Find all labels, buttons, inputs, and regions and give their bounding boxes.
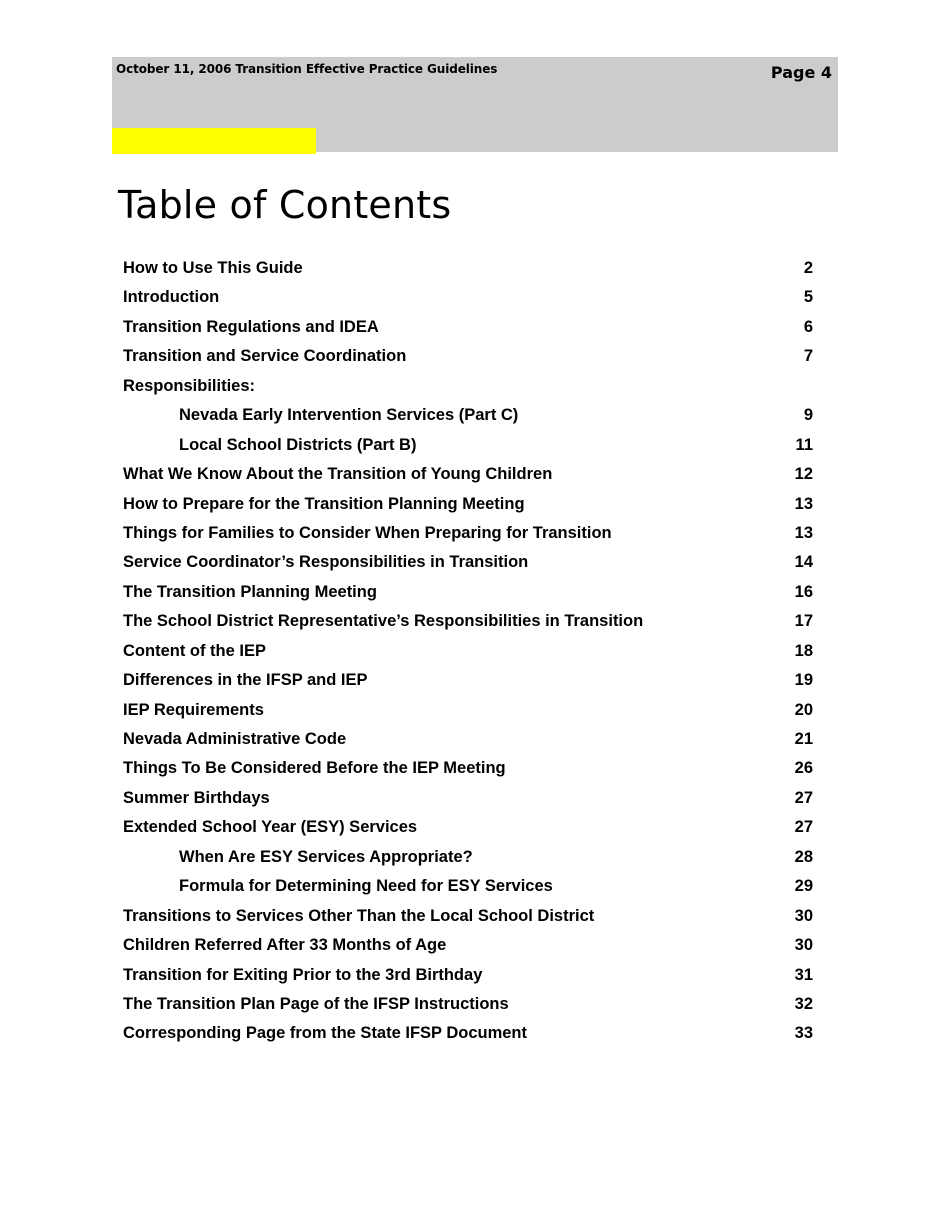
- toc-entry: [123, 519, 813, 548]
- page-header: [112, 57, 838, 152]
- toc-entry-label: The Transition Plan Page of the IFSP Instructions: [123, 994, 509, 1013]
- toc-entry-label: Content of the IEP: [123, 641, 266, 660]
- toc-entry: [123, 902, 813, 931]
- toc-entry-page: 27: [794, 788, 813, 807]
- toc-entry: [123, 283, 813, 312]
- toc-entry: [123, 578, 813, 607]
- toc-entry-page: 6: [803, 317, 813, 336]
- toc-entry-label: Transition for Exiting Prior to the 3rd Birthday: [123, 965, 483, 984]
- page-number: Page 4: [770, 63, 832, 82]
- toc-subentry: [123, 431, 813, 460]
- toc-entry-page: 30: [794, 906, 813, 925]
- toc-entry-page: 7: [803, 347, 813, 366]
- toc-entry-page: 30: [794, 936, 813, 955]
- toc-entry: [123, 460, 813, 489]
- header-date-title: October 11, 2006 Transition Effective Practice Guidelines: [116, 62, 498, 76]
- toc-entry-label: Transition Regulations and IDEA: [123, 317, 379, 336]
- toc-entry: [123, 372, 813, 401]
- toc-entry: [123, 548, 813, 577]
- toc-entry-page: 16: [794, 582, 813, 601]
- toc-entry-page: 19: [794, 671, 813, 690]
- toc-entry-label: Extended School Year (ESY) Services: [123, 818, 418, 837]
- toc-entry: [123, 931, 813, 960]
- toc-entry-page: 26: [794, 759, 813, 778]
- toc-entry-label: Corresponding Page from the State IFSP Document: [123, 1024, 528, 1043]
- toc-entry: [123, 1019, 813, 1048]
- toc-entry: [123, 313, 813, 342]
- toc-entry: [123, 784, 813, 813]
- toc-entry: [123, 490, 813, 519]
- toc-list: [123, 254, 813, 1049]
- toc-entry-label: Introduction: [123, 288, 220, 307]
- toc-entry-page: 32: [794, 994, 813, 1013]
- toc-entry-page: 20: [794, 700, 813, 719]
- toc-entry-page: 14: [794, 553, 813, 572]
- toc-entry-page: 27: [794, 818, 813, 837]
- toc-entry-label: How to Prepare for the Transition Planning Meeting: [123, 494, 525, 513]
- toc-entry-label: Transitions to Services Other Than the Local School District: [123, 906, 595, 925]
- toc-entry: [123, 725, 813, 754]
- toc-entry-label: The School District Representative’s Responsibilities in Transition: [123, 612, 644, 631]
- toc-entry-label: Formula for Determining Need for ESY Services: [179, 877, 553, 896]
- toc-entry-page: 5: [803, 288, 813, 307]
- toc-entry-label: Nevada Administrative Code: [123, 730, 347, 748]
- toc-entry: [123, 990, 813, 1019]
- toc-entry-page: 2: [803, 259, 813, 277]
- toc-entry-page: 21: [794, 730, 813, 748]
- page-title: Table of Contents: [118, 183, 452, 227]
- toc-subentry: [123, 872, 813, 901]
- toc-entry-page: 18: [794, 641, 813, 660]
- toc-entry-label: When Are ESY Services Appropriate?: [179, 847, 473, 866]
- toc-subentry: [123, 843, 813, 872]
- toc-entry-page: 13: [794, 494, 813, 513]
- toc-entry: [123, 607, 813, 636]
- toc-entry: [123, 961, 813, 990]
- toc-entry-label: What We Know About the Transition of Young Children: [123, 465, 553, 484]
- toc-entry-label: The Transition Planning Meeting: [123, 582, 377, 601]
- header-accent-bar: [112, 128, 316, 154]
- toc-entry-label: Local School Districts (Part B): [179, 435, 417, 454]
- toc-entry-label: Transition and Service Coordination: [123, 347, 407, 366]
- toc-entry-label: Differences in the IFSP and IEP: [123, 671, 368, 690]
- toc-entry: [123, 754, 813, 783]
- toc-entry-label: Responsibilities:: [123, 376, 256, 395]
- toc-entry-label: Service Coordinator’s Responsibilities in Transition: [123, 553, 529, 572]
- toc-entry-label: Summer Birthdays: [123, 788, 270, 807]
- toc-entry: [123, 254, 813, 283]
- toc-entry-label: How to Use This Guide: [123, 259, 303, 277]
- toc-entry-page: 11: [795, 435, 813, 454]
- toc-entry-page: 31: [794, 965, 813, 984]
- toc-entry: [123, 342, 813, 371]
- toc-entry-page: 33: [794, 1024, 813, 1043]
- toc-entry-label: Children Referred After 33 Months of Age: [123, 936, 447, 955]
- toc-entry: [123, 696, 813, 725]
- toc-entry-page: 17: [794, 612, 813, 631]
- toc-entry-page: 9: [803, 406, 813, 425]
- toc-entry-page: 12: [794, 465, 813, 484]
- toc-subentry: [123, 401, 813, 430]
- toc-entry-label: IEP Requirements: [123, 700, 264, 719]
- toc-entry-label: Things for Families to Consider When Preparing for Transition: [123, 523, 612, 542]
- toc-entry: [123, 813, 813, 842]
- toc-entry-label: Things To Be Considered Before the IEP Meeting: [123, 759, 506, 778]
- toc-entry-page: 28: [794, 847, 813, 866]
- toc-entry: [123, 637, 813, 666]
- toc-entry-page: 29: [794, 877, 813, 896]
- toc-entry: [123, 666, 813, 695]
- toc-entry-page: 13: [794, 523, 813, 542]
- toc-entry-label: Nevada Early Intervention Services (Part C): [179, 406, 519, 425]
